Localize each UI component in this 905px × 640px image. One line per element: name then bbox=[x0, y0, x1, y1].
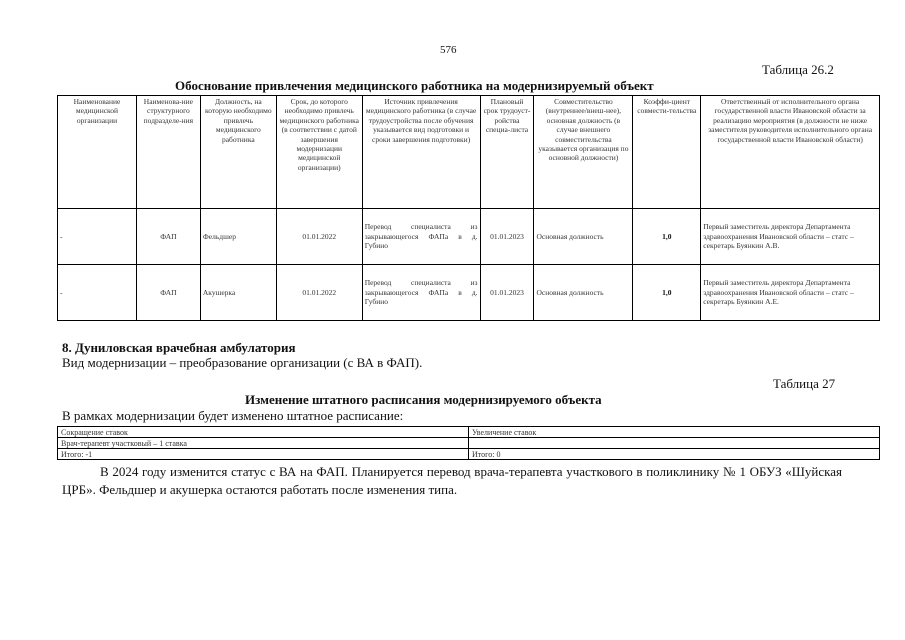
column-header: Плановый срок трудоуст-ройства специа-листа bbox=[480, 96, 534, 209]
column-header: Совместительство (внутреннее/внеш-нее), основная должность (в случае внешнего совместительства указывается организация по основной должности) bbox=[534, 96, 633, 209]
staff-attraction-table bbox=[57, 95, 880, 321]
table-cell: 1,0 bbox=[633, 209, 701, 265]
column-header: Наименова-ние структурного подразделе-ния bbox=[136, 96, 200, 209]
closing-paragraph: В 2024 году изменится статус с ВА на ФАП. Планируется перевод врача-терапевта участкового в поликлинику № 1 ОБУЗ «Шуйская ЦРБ». Фельдшер и акушерка остаются работать после изменения типа. bbox=[62, 464, 842, 497]
table-row bbox=[58, 438, 880, 449]
table-label: Таблица 26.2 bbox=[762, 62, 834, 77]
table-row bbox=[58, 449, 880, 460]
column-header: Коэффи-циент совмести-тельства bbox=[633, 96, 701, 209]
table-cell: Сокращение ставок bbox=[58, 427, 469, 438]
table-title: Изменение штатного расписания модернизируемого объекта bbox=[245, 392, 602, 407]
column-header: Ответственный от исполнительного органа государственной власти Ивановской области за реализацию мероприятия (в должности не ниже заместителя руководителя исполнительного органа государственной власти Ивановской области) bbox=[701, 96, 880, 209]
table-cell: 01.01.2023 bbox=[480, 209, 534, 265]
table-cell: Перевод специалиста из закрывающегося ФАПа в д. Губино bbox=[362, 209, 480, 265]
table-cell: Перевод специалиста из закрывающегося ФАПа в д. Губино bbox=[362, 265, 480, 321]
section-heading: 8. Дуниловская врачебная амбулатория bbox=[62, 340, 296, 355]
table-cell: Итого: 0 bbox=[469, 449, 880, 460]
table-cell: 01.01.2022 bbox=[276, 265, 362, 321]
table-cell: Основная должность bbox=[534, 265, 633, 321]
table-cell: ФАП bbox=[136, 265, 200, 321]
column-header: Срок, до которого необходимо привлечь медицинского работника (в соответствии с датой завершения модернизации медицинской организации) bbox=[276, 96, 362, 209]
column-header: Должность, на которую необходимо привлечь медицинского работника bbox=[200, 96, 276, 209]
table-cell: 01.01.2023 bbox=[480, 265, 534, 321]
table-row bbox=[58, 265, 880, 321]
column-header: Источник привлечения медицинского работника (в случае трудоустройства после обучения указывается вид подготовки и сроки завершения подготовки) bbox=[362, 96, 480, 209]
table-cell: - bbox=[58, 209, 137, 265]
table-title: Обоснование привлечения медицинского работника на модернизируемый объект bbox=[175, 78, 654, 93]
table-cell: Увеличение ставок bbox=[469, 427, 880, 438]
table-cell: Основная должность bbox=[534, 209, 633, 265]
table-cell: ФАП bbox=[136, 209, 200, 265]
table-cell: - bbox=[58, 265, 137, 321]
table-row bbox=[58, 209, 880, 265]
table-cell: Фельдшер bbox=[200, 209, 276, 265]
page-number: 576 bbox=[440, 44, 457, 56]
table-cell: Врач-терапевт участковый – 1 ставка bbox=[58, 438, 469, 449]
column-header: Наименование медицинской организации bbox=[58, 96, 137, 209]
table-cell: 1,0 bbox=[633, 265, 701, 321]
modernization-type-text: Вид модернизации – преобразование организации (с ВА в ФАП). bbox=[62, 355, 423, 370]
table-intro-text: В рамках модернизации будет изменено штатное расписание: bbox=[62, 408, 404, 423]
table-header-row bbox=[58, 96, 880, 209]
table-cell: Первый заместитель директора Департамента здравоохранения Ивановской области – статс – секретарь Буянкин А.Е. bbox=[701, 265, 880, 321]
table-cell: Акушерка bbox=[200, 265, 276, 321]
table-label: Таблица 27 bbox=[773, 376, 836, 391]
table-row bbox=[58, 427, 880, 438]
table-cell: Первый заместитель директора Департамента здравоохранения Ивановской области – статс – секретарь Буянкин А.В. bbox=[701, 209, 880, 265]
table-cell: Итого: -1 bbox=[58, 449, 469, 460]
table-cell bbox=[469, 438, 880, 449]
table-cell: 01.01.2022 bbox=[276, 209, 362, 265]
staffing-change-table bbox=[57, 426, 880, 460]
